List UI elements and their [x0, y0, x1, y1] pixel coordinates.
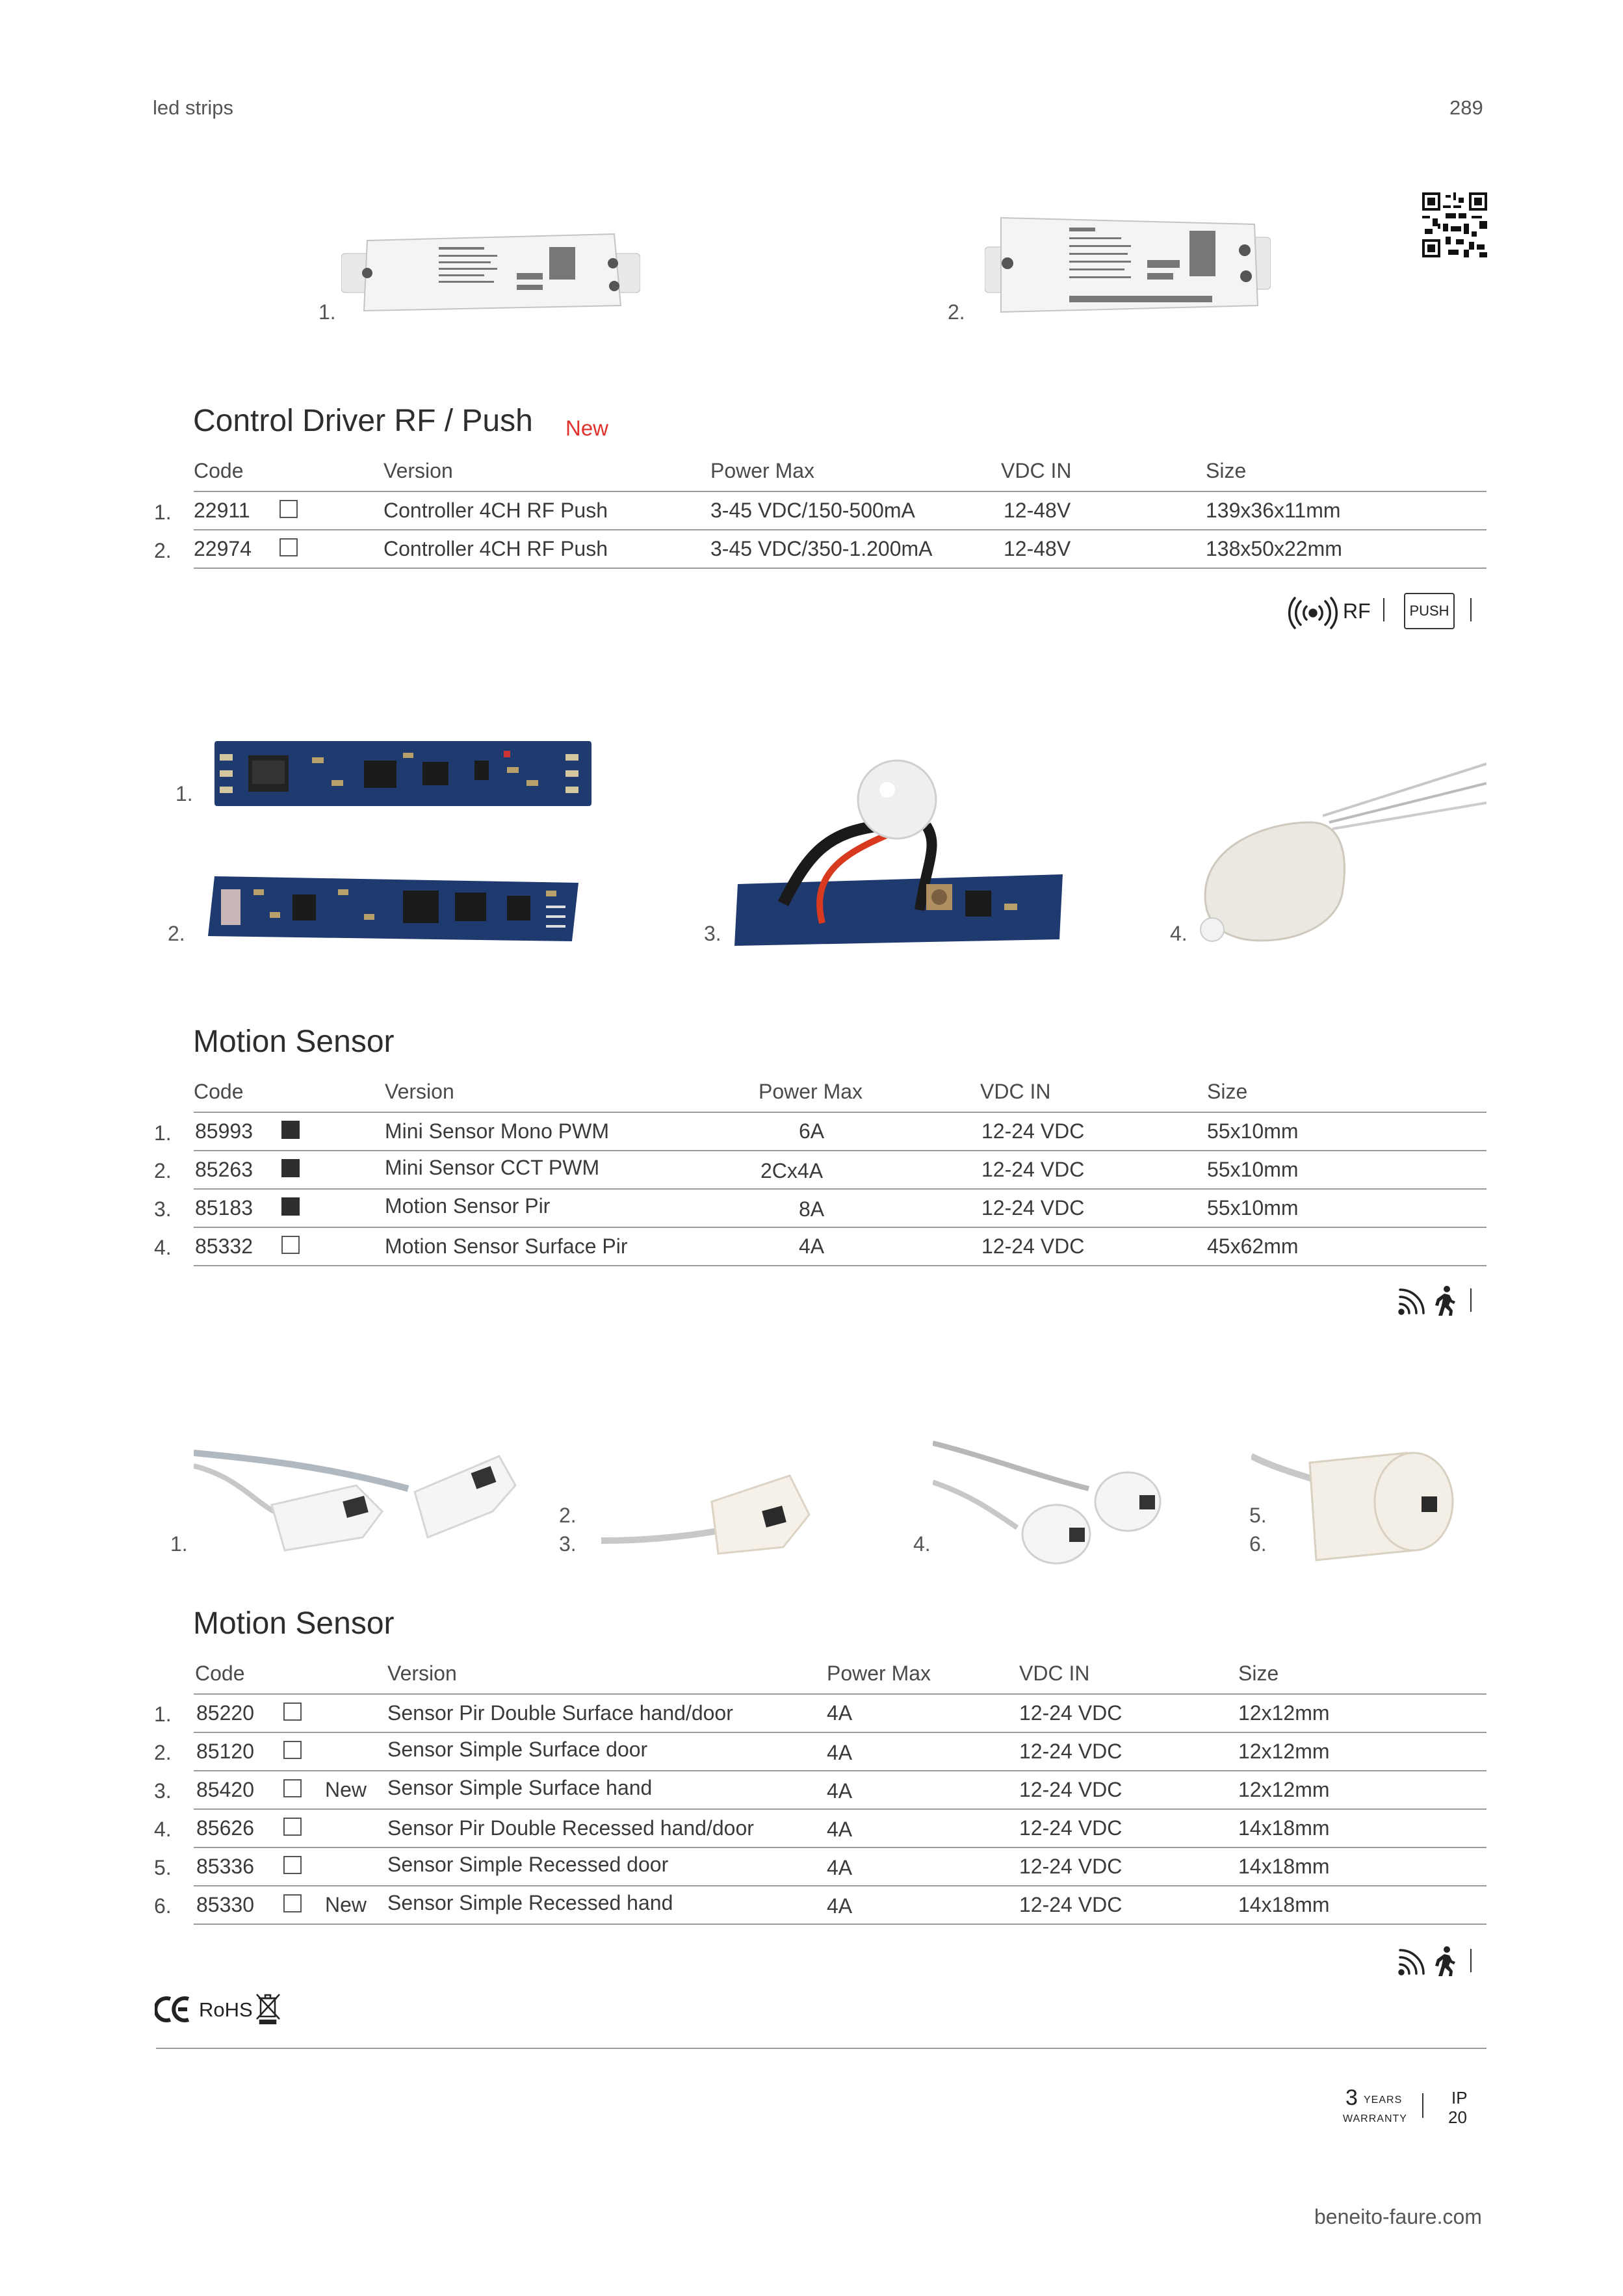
- product-version: Motion Sensor Surface Pir: [385, 1234, 628, 1258]
- image-label-2: 2.: [559, 1504, 577, 1527]
- divider: [1470, 598, 1472, 621]
- divider: [1383, 598, 1384, 621]
- product-code: 85420: [196, 1778, 254, 1801]
- product-color-swatch: [279, 538, 298, 556]
- sensor-image-5-6: [1251, 1430, 1472, 1570]
- product-version: Mini Sensor CCT PWM: [385, 1156, 600, 1179]
- image-label-2: 2.: [168, 922, 185, 945]
- product-version: Sensor Pir Double Recessed hand/door: [387, 1816, 754, 1840]
- new-badge: New: [565, 416, 609, 440]
- product-size: 55x10mm: [1207, 1119, 1299, 1143]
- column-header-vdc-in: VDC IN: [1019, 1662, 1090, 1685]
- product-power-max: 8A: [799, 1197, 825, 1221]
- sensor-image-2-3: [601, 1463, 812, 1567]
- product-size: 45x62mm: [1207, 1234, 1299, 1258]
- product-power-max: 4A: [827, 1779, 853, 1803]
- image-label-1: 1.: [175, 782, 193, 805]
- table-rule: [194, 529, 1487, 530]
- product-power-max: 3-45 VDC/150-500mA: [710, 499, 915, 522]
- row-number: 2.: [154, 1159, 172, 1182]
- column-header-version: Version: [383, 459, 453, 482]
- table-rule: [194, 1885, 1487, 1886]
- product-code: 22974: [194, 537, 252, 560]
- table-rule: [194, 1847, 1487, 1848]
- product-vdc-in: 12-24 VDC: [1019, 1701, 1123, 1725]
- table-rule: [194, 1770, 1487, 1771]
- product-vdc-in: 12-24 VDC: [1019, 1893, 1123, 1916]
- walking-person-icon: [1433, 1946, 1457, 1976]
- product-code: 85183: [195, 1196, 253, 1220]
- product-vdc-in: 12-24 VDC: [1019, 1816, 1123, 1840]
- column-header-size: Size: [1238, 1662, 1279, 1685]
- table-rule: [194, 1808, 1487, 1810]
- product-version: Motion Sensor Pir: [385, 1194, 551, 1218]
- product-vdc-in: 12-48V: [1004, 499, 1071, 522]
- table-rule: [194, 1732, 1487, 1733]
- table-rule: [194, 1227, 1487, 1228]
- product-code: 22911: [194, 499, 250, 522]
- product-size: 14x18mm: [1238, 1855, 1330, 1878]
- product-size: 14x18mm: [1238, 1816, 1330, 1840]
- section-heading-motion-sensor-2: Motion Sensor: [193, 1606, 395, 1641]
- row-number: 1.: [154, 1702, 172, 1726]
- product-color-swatch: [283, 1818, 302, 1836]
- divider: [1470, 1949, 1472, 1972]
- product-version: Sensor Simple Recessed hand: [387, 1891, 673, 1914]
- product-power-max: 4A: [827, 1856, 853, 1879]
- warranty-label: WARRANTY: [1343, 2113, 1407, 2124]
- row-number: 1.: [154, 501, 172, 524]
- product-size: 12x12mm: [1238, 1701, 1330, 1725]
- product-version: Mini Sensor Mono PWM: [385, 1119, 609, 1143]
- table-rule: [194, 491, 1487, 492]
- product-version: Sensor Simple Surface door: [387, 1738, 648, 1761]
- section-heading-control-driver: Control Driver RF / Push: [193, 404, 533, 438]
- section-title: led strips: [153, 96, 234, 119]
- product-power-max: 6A: [799, 1119, 825, 1143]
- product-power-max: 4A: [799, 1234, 825, 1258]
- column-header-power-max: Power Max: [827, 1662, 931, 1685]
- section-heading-motion-sensor: Motion Sensor: [193, 1024, 395, 1059]
- ce-mark-icon: [155, 1996, 192, 2023]
- divider: [1422, 2093, 1423, 2118]
- row-number: 5.: [154, 1856, 172, 1879]
- product-power-max: 4A: [827, 1741, 853, 1764]
- page-number: 289: [1449, 96, 1483, 119]
- product-code: 85330: [196, 1893, 254, 1916]
- image-label-6: 6.: [1249, 1532, 1267, 1556]
- table-rule: [194, 1150, 1487, 1151]
- product-vdc-in: 12-24 VDC: [981, 1119, 1085, 1143]
- image-label-2: 2.: [948, 300, 965, 324]
- sensor-wave-icon: [1397, 1948, 1429, 1976]
- product-code: 85120: [196, 1740, 254, 1763]
- product-color-swatch: [281, 1236, 300, 1254]
- new-badge: New: [325, 1893, 367, 1916]
- table-rule: [194, 1265, 1487, 1266]
- product-power-max: 4A: [827, 1894, 853, 1918]
- image-label-4: 4.: [913, 1532, 931, 1556]
- rf-wireless-icon: [1288, 597, 1338, 629]
- product-version: Sensor Pir Double Surface hand/door: [387, 1701, 733, 1725]
- product-version: Controller 4CH RF Push: [383, 499, 608, 522]
- product-power-max: 2Cx4A: [760, 1159, 824, 1182]
- ip-value: 20: [1448, 2107, 1467, 2127]
- row-number: 2.: [154, 539, 172, 562]
- column-header-code: Code: [195, 1662, 245, 1685]
- product-color-swatch: [283, 1894, 302, 1912]
- divider: [1470, 1288, 1472, 1312]
- walking-person-icon: [1433, 1286, 1457, 1316]
- product-color-swatch: [279, 500, 298, 518]
- image-label-1: 1.: [318, 300, 336, 324]
- pcb-sensor-image-2: [208, 876, 578, 941]
- table-rule: [194, 1188, 1487, 1190]
- product-version: Controller 4CH RF Push: [383, 537, 608, 560]
- product-color-swatch: [281, 1159, 300, 1177]
- row-number: 2.: [154, 1741, 172, 1764]
- ip-label: IP: [1451, 2088, 1468, 2107]
- sensor-wave-icon: [1397, 1287, 1429, 1316]
- product-vdc-in: 12-24 VDC: [1019, 1855, 1123, 1878]
- product-vdc-in: 12-48V: [1004, 537, 1071, 560]
- product-code: 85626: [196, 1816, 254, 1840]
- weee-bin-icon: [255, 1992, 282, 2024]
- column-header-version: Version: [387, 1662, 457, 1685]
- column-header-power-max: Power Max: [759, 1080, 863, 1103]
- product-vdc-in: 12-24 VDC: [981, 1234, 1085, 1258]
- product-size: 139x36x11mm: [1206, 499, 1341, 522]
- row-number: 6.: [154, 1894, 172, 1918]
- pir-sensor-image-3: [731, 754, 1069, 949]
- surface-pir-sensor-image-4: [1193, 757, 1487, 952]
- product-color-swatch: [283, 1779, 302, 1797]
- image-label-3: 3.: [559, 1532, 577, 1556]
- column-header-code: Code: [194, 459, 244, 482]
- product-size: 12x12mm: [1238, 1740, 1330, 1763]
- product-size: 138x50x22mm: [1206, 537, 1342, 560]
- sensor-image-4: [933, 1430, 1180, 1567]
- column-header-vdc-in: VDC IN: [1001, 459, 1072, 482]
- image-label-5: 5.: [1249, 1504, 1267, 1527]
- row-number: 4.: [154, 1236, 172, 1259]
- product-code: 85332: [195, 1234, 253, 1258]
- product-version: Sensor Simple Recessed door: [387, 1853, 669, 1876]
- pcb-sensor-image-1: [214, 741, 591, 806]
- row-number: 4.: [154, 1818, 172, 1841]
- push-button-icon: PUSH: [1404, 593, 1455, 629]
- product-color-swatch: [283, 1702, 302, 1721]
- image-label-3: 3.: [704, 922, 721, 945]
- rf-label: RF: [1343, 599, 1371, 623]
- product-code: 85336: [196, 1855, 254, 1878]
- footer-rule: [156, 2048, 1487, 2049]
- column-header-vdc-in: VDC IN: [980, 1080, 1051, 1103]
- product-size: 12x12mm: [1238, 1778, 1330, 1801]
- website-link[interactable]: beneito-faure.com: [1314, 2205, 1482, 2228]
- column-header-power-max: Power Max: [710, 459, 815, 482]
- qr-code-icon: [1422, 192, 1487, 257]
- column-header-size: Size: [1206, 459, 1247, 482]
- product-version: Sensor Simple Surface hand: [387, 1776, 653, 1799]
- product-vdc-in: 12-24 VDC: [1019, 1778, 1123, 1801]
- product-code: 85263: [195, 1158, 253, 1181]
- table-rule: [194, 1693, 1487, 1695]
- product-power-max: 4A: [827, 1818, 853, 1841]
- product-vdc-in: 12-24 VDC: [1019, 1740, 1123, 1763]
- product-vdc-in: 12-24 VDC: [981, 1158, 1085, 1181]
- product-color-swatch: [281, 1121, 300, 1139]
- warranty-years: YEARS: [1364, 2094, 1403, 2106]
- controller-image-2: [985, 211, 1271, 322]
- product-code: 85993: [195, 1119, 253, 1143]
- product-power-max: 4A: [827, 1701, 853, 1725]
- product-color-swatch: [283, 1741, 302, 1759]
- product-code: 85220: [196, 1701, 254, 1725]
- product-size: 55x10mm: [1207, 1158, 1299, 1181]
- product-color-swatch: [281, 1197, 300, 1216]
- warranty-number: 3: [1345, 2085, 1358, 2110]
- row-number: 1.: [154, 1121, 172, 1145]
- image-label-4: 4.: [1170, 922, 1188, 945]
- product-size: 14x18mm: [1238, 1893, 1330, 1916]
- table-rule: [194, 1924, 1487, 1925]
- product-vdc-in: 12-24 VDC: [981, 1196, 1085, 1220]
- column-header-code: Code: [194, 1080, 244, 1103]
- controller-image-1: [341, 228, 640, 319]
- product-color-swatch: [283, 1856, 302, 1874]
- row-number: 3.: [154, 1779, 172, 1803]
- image-label-1: 1.: [170, 1532, 188, 1556]
- table-rule: [194, 1112, 1487, 1113]
- product-size: 55x10mm: [1207, 1196, 1299, 1220]
- sensor-image-1: [194, 1440, 519, 1557]
- rohs-label: RoHS: [199, 1998, 253, 2021]
- new-badge: New: [325, 1778, 367, 1801]
- table-rule: [194, 567, 1487, 569]
- column-header-version: Version: [385, 1080, 454, 1103]
- product-power-max: 3-45 VDC/350-1.200mA: [710, 537, 933, 560]
- row-number: 3.: [154, 1197, 172, 1221]
- column-header-size: Size: [1207, 1080, 1248, 1103]
